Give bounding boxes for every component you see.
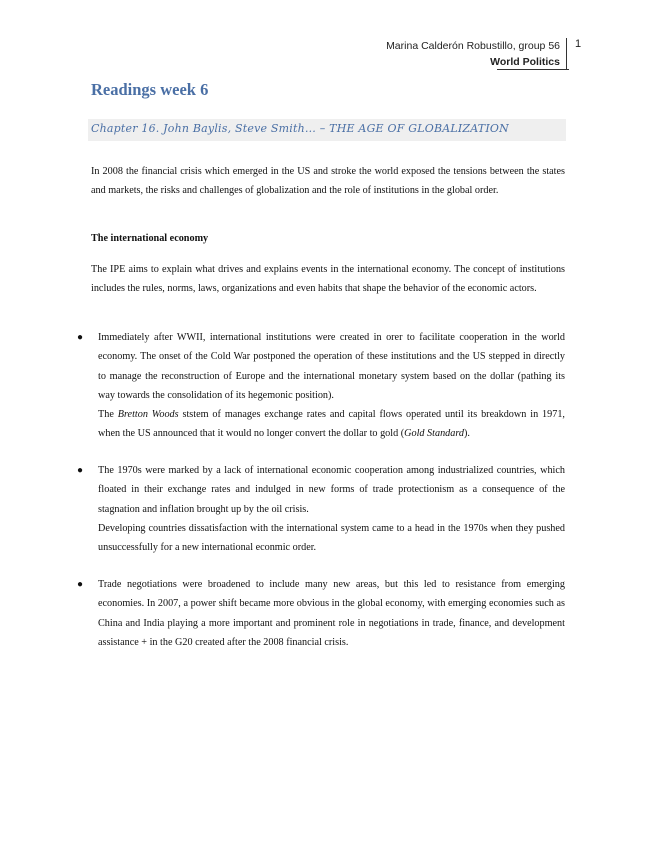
bullet-1-text-part: ststem of manages exchange rates and capital flows operated until its breakdown in 1971, when the US announced that it would no longer convert the dollar to gold ( [98,409,565,440]
running-header [386,38,567,70]
bullet-marker: ● [77,579,84,590]
document-title: Readings week 6 [91,80,209,99]
bullet-2-text: The 1970s were marked by a lack of international economic cooperation among industrialized countries, which floated in their exchange rates and indulged in new forms of trade protectionism as a consequence of the stagnation and inflation brought up by the oil crisis. [98,465,565,515]
bullet-1-text: Immediately after WWII, international institutions were created in orer to facilitate cooperation in the world economy. The onset of the Cold War postponed the operation of these institutions and the US stepped in directly to manage the reconstruction of Europe and the international monetary system based on the dollar (pathing its way towards the consolidation of its hegemonic position). [98,332,565,401]
bretton-woods-term: Bretton Woods [117,409,179,421]
header-author: Marina Calderón Robustillo, group 56 [386,40,560,52]
bullet-item-3 [98,575,565,652]
header-course: World Politics [490,56,560,68]
bullet-item-1 [98,328,565,444]
bullet-3-text: Trade negotiations were broadened to include many new areas, but this led to resistance from emerging economies. In 2007, a power shift became more obvious in the global economy, with emerging economies such as China and India playing a more important and prominent role in negotiations in trade, finance, and development assistance + in the G20 created after the 2008 financial crisis. [98,579,565,648]
chapter-subtitle: Chapter 16. John Baylis, Steve Smith… – THE AGE OF GLOBALIZATION [91,122,509,135]
bullet-marker: ● [77,465,84,476]
gold-standard-term: Gold Standard [404,428,465,440]
bullet-1-text-part: The [98,409,118,421]
bullet-2-text-2: Developing countries dissatisfaction with the international system came to a head in the 1970s when they pushed unsuccessfully for a new international econmic order. [98,522,565,554]
intro-paragraph: In 2008 the financial crisis which emerged in the US and stroke the world exposed the tensions between the states and markets, the risks and challenges of globalization and the role of institutions in the global order. [91,166,565,197]
bullet-marker: ● [77,332,84,343]
header-rule [497,69,569,70]
section-heading: The international economy [91,233,209,244]
bullet-1-bretton-woods-text [98,405,565,444]
bullet-1-text-part: ). [464,428,470,440]
page-number: 1 [575,38,582,50]
ipe-paragraph: The IPE aims to explain what drives and explains events in the international economy. The concept of institutions includes the rules, norms, laws, organizations and even habits that shape the behavior of the economic actors. [91,264,565,295]
bullet-item-2 [98,461,565,557]
